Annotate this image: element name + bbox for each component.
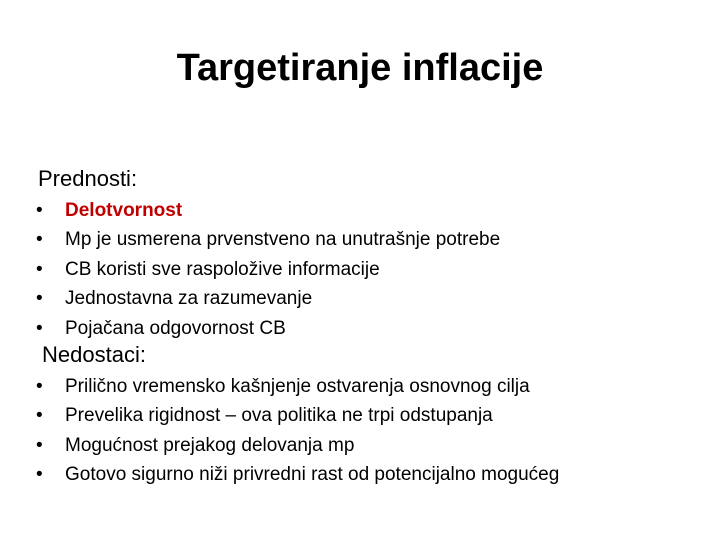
list-item [36,431,706,460]
list-item [36,460,706,489]
bullet-icon: • [36,258,43,280]
bullet-icon: • [36,464,43,486]
bullet-icon: • [36,376,43,397]
bullet-icon: • [36,434,43,456]
disadvantages-heading: Nedostaci: [42,342,146,367]
list-item [36,401,706,430]
advantage-item-text: Mp je usmerena prvenstveno na unutrašnje potrebe [65,229,501,251]
advantage-item-text: Jednostavna za razumevanje [65,288,313,310]
disadvantage-item-text: Mogućnost prejakog delovanja mp [65,434,355,456]
advantage-item-text: CB koristi sve raspoložive informacije [65,258,380,280]
disadvantage-item-text: Gotovo sigurno niži privredni rast od potencijalno mogućeg [65,464,560,486]
disadvantage-item-text: Prevelika rigidnost – ova politika ne trpi odstupanja [65,405,493,427]
list-item [36,225,706,254]
advantages-heading: Prednosti: [38,166,138,191]
advantage-item-text: Delotvornost [65,200,183,221]
bullet-icon: • [36,405,43,427]
disadvantages-list [36,372,706,490]
list-item [36,314,706,343]
list-item [36,372,706,401]
slide-title: Targetiranje inflacije [176,47,544,89]
bullet-icon: • [36,200,43,221]
list-item [36,255,706,284]
bullet-icon: • [36,229,43,251]
advantages-list [36,196,706,343]
bullet-icon: • [36,288,43,310]
list-item [36,196,706,225]
disadvantage-item-text: Prilično vremensko kašnjenje ostvarenja osnovnog cilja [65,376,530,397]
list-item [36,284,706,313]
advantage-item-text: Pojačana odgovornost CB [65,317,286,339]
bullet-icon: • [36,317,43,339]
